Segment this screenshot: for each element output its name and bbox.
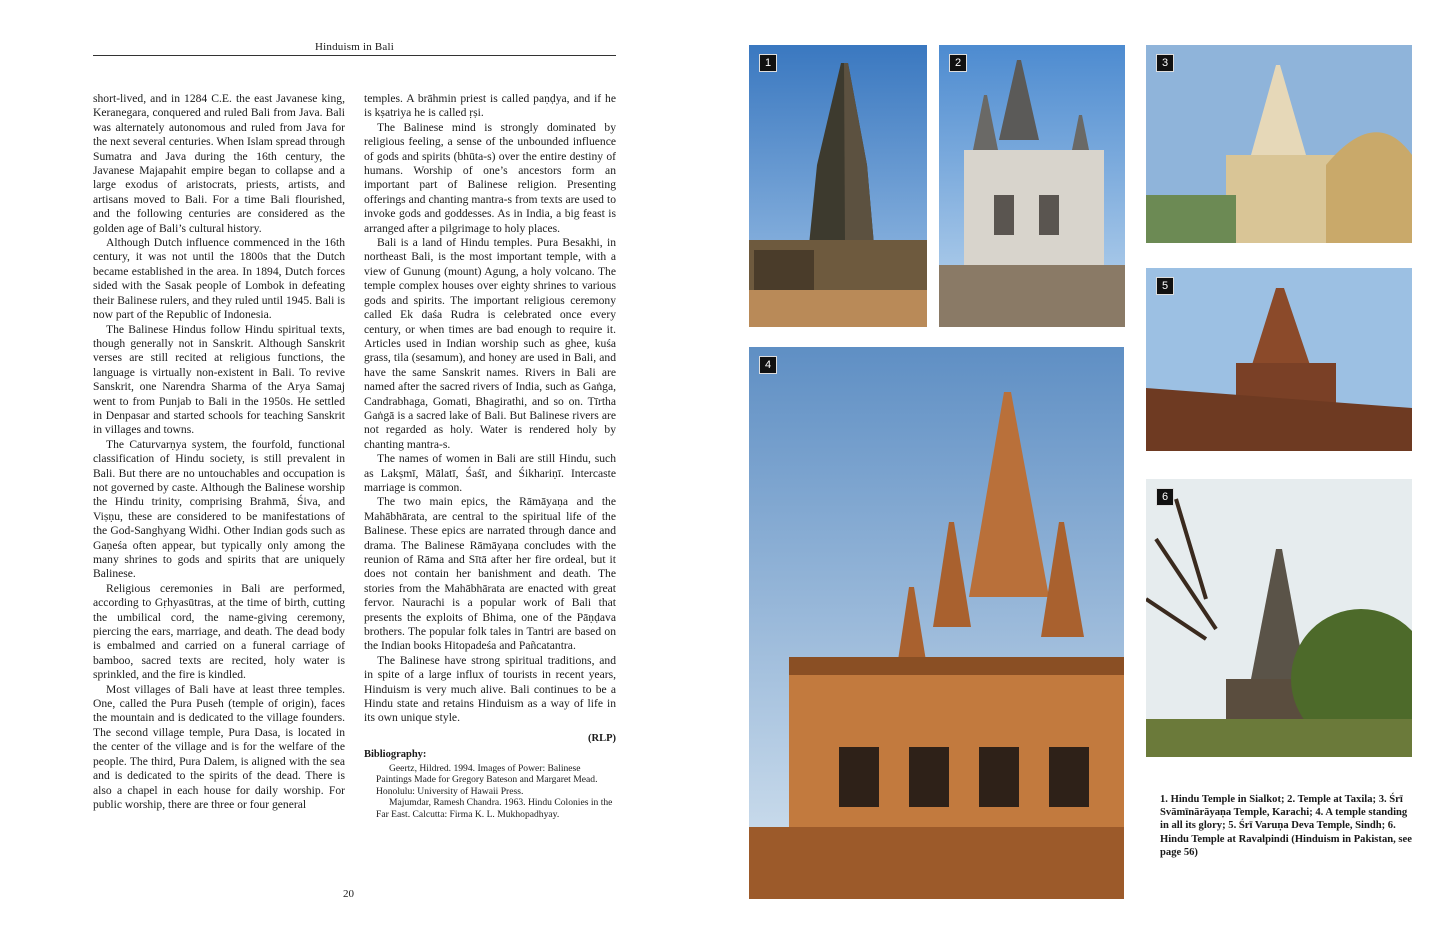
paragraph: The Caturvarṇya system, the fourfold, functional classification of Hindu society, is still prevalent in Bali. But there are no untouchables and occupation is not governed by caste. Although the Balinese worship the Hindu trinity, comprising Brahmā, Śiva, and Viṣṇu, these are considered to be manifestations of the God-Sanghyang Widhi. Other Indian gods such as Gaṇeśa often appear, but typically only among the many shrines to gods and spirits that are uniquely Balinese. xyxy=(93,437,345,581)
paragraph: The Balinese Hindus follow Hindu spiritual texts, though generally not in Sanskrit. Although Sanskrit verses are still recited at religious functions, the language is virtually non-existent in Bali. To revive Sanskrit, one Narendra Sharma of the Arya Samaj went to from Punjab to Bali in the 1950s. He settled in Denpasar and started schools for teaching Sanskrit in villages and towns. xyxy=(93,322,345,437)
paragraph: The Balinese have strong spiritual traditions, and in spite of a large influx of tourists in recent years, Hinduism is very much alive. Bali continues to be a Hindu state and retains Hinduism as a way of life in its own unique style. xyxy=(364,653,616,725)
photo-1-sialkot-temple xyxy=(749,45,927,327)
photo-2-taxila-temple xyxy=(939,45,1125,327)
paragraph: Most villages of Bali have at least three temples. One, called the Pura Puseh (temple of origin), faces the mountain and is dedicated to the village founders. The second village temple, Pura Dasa, is located in the center of the village and is for the welfare of the people. The third, Pura Dalem, is aligned with the sea and is dedicated to the spirits of the dead. There is also a chapel in each house for daily worship. For public worship, there are three or four general xyxy=(93,682,345,811)
photo-4-temple-in-glory xyxy=(749,347,1124,899)
photo-number-badge: 4 xyxy=(759,356,777,374)
text-column-left xyxy=(93,92,345,812)
paragraph: Bali is a land of Hindu temples. Pura Besakhi, in northeast Bali, is the most important temple, with a view of Gunung (mount) Agung, a holy volcano. The temple complex houses over eighty shrines to various gods and spirits. The important religious ceremony called Ek daśa Rudra is celebrated once every century, or when times are bad enough to require it. Articles used in Indian worship such as ghee, kuśa grass, tila (sesamum), and honey are used in Bali, and have the same Sanskrit names. Rivers in Bali are named after the sacred rivers of India, such as Gaṅga, Candrabhaga, Gomati, Bhagirathi, and so on. Tīrtha Gaṅgā is a sacred lake of Bali. But Balinese rivers are not regarded as holy. Water is rendered holy by chanting mantra-s. xyxy=(364,236,616,451)
author-signature: (RLP) xyxy=(588,732,616,744)
paragraph: The two main epics, the Rāmāyaṇa and the Mahābhārata, are central to the spiritual life of the Balinese. These epics are narrated through dance and drama. The Balinese Rāmāyaṇa concludes with the reunion of Rāma and Sītā after her fire ordeal, but it does not contain her banishment and death. The stories from the Mahābhārata are enacted with great fervor. Naurachi is a popular work of Bali that presents the exploits of Bhima, one of the Pāṇḍava brothers. The popular folk tales in Tantri are based on the Indian books Hitopadeśa and Pañcatantra. xyxy=(364,495,616,653)
header-rule xyxy=(93,55,616,56)
temple-illustration xyxy=(939,45,1125,327)
running-head: Hinduism in Bali xyxy=(315,41,394,53)
photo-number-badge: 1 xyxy=(759,54,777,72)
bibliography-entry: Majumdar, Ramesh Chandra. 1963. Hindu Colonies in the Far East. Calcutta: Firma K. L. Mukhopadhyay. xyxy=(376,797,613,821)
paragraph: Although Dutch influence commenced in the 16th century, it was not until the 1800s that the Dutch became established in the area. In 1894, Dutch forces sided with the Sasak people of Lombok in defeating their Balinese rulers, and they ruled until 1945. Bali is now part of the Republic of Indonesia. xyxy=(93,236,345,322)
page-number: 20 xyxy=(343,888,354,900)
paragraph: The names of women in Bali are still Hindu, such as Lakṣmī, Mālatī, Śaśī, and Śikhariṇī. Intercaste marriage is common. xyxy=(364,452,616,494)
bibliography-entry: Geertz, Hildred. 1994. Images of Power: Balinese Paintings Made for Gregory Bateson and Margaret Mead. Honolulu: University of Hawaii Press. xyxy=(376,762,598,797)
photo-3-karachi-temple xyxy=(1146,45,1412,243)
paragraph: short-lived, and in 1284 C.E. the east Javanese king, Keranegara, conquered and ruled Bali from Java. Bali was alternately autonomous and ruled from Java for the next several centuries. When Islam spread through Sumatra and Java during the 16th century, the Javanese Majapahit empire began to collapse and a large exodus of aristocrats, priests, artists, and artisans moved to Bali. For a time Bali flourished, and the following centuries are considered as the golden age of Bali’s cultural history. xyxy=(93,92,345,235)
photo-number-badge: 2 xyxy=(949,54,967,72)
temple-illustration xyxy=(749,347,1124,899)
temple-illustration xyxy=(1146,268,1412,451)
photo-number-badge: 5 xyxy=(1156,277,1174,295)
text-column-right xyxy=(364,92,616,821)
temple-illustration xyxy=(1146,45,1412,243)
photo-number-badge: 6 xyxy=(1156,488,1174,506)
paragraph: temples. A brāhmin priest is called paṇḍya, and if he is kṣatriya he is called ṛṣi. xyxy=(364,92,616,120)
paragraph: The Balinese mind is strongly dominated by religious feeling, a sense of the unbounded influence of gods and spirits (bhūta-s) over the entire destiny of humans. Worship of one’s ancestors form an important part of Balinese religion. Presenting offerings and chanting mantra-s from texts are used to invoke gods and goddesses. As in India, a big feast is arranged after a pilgrimage to holy places. xyxy=(364,120,616,235)
paragraph: Religious ceremonies in Bali are performed, according to Gṛhyasūtras, at the time of birth, cutting the umbilical cord, the name-giving ceremony, piercing the ears, marriage, and death. The dead body is embalmed and carried on a funeral carriage of bamboo, sacred texts are recited, holy water is sprinkled, and the fire is kindled. xyxy=(93,581,345,682)
temple-illustration xyxy=(1146,479,1412,757)
photo-caption: 1. Hindu Temple in Sialkot; 2. Temple at Taxila; 3. Śrī Svāmīnārāyaṇa Temple, Karachi; 4. A temple standing in all its glory; 5. Śrī Varuṇa Deva Temple, Sindh; 6. Hindu Temple at Ravalpindi (Hinduism in Pakistan, see page 56) xyxy=(1160,794,1412,858)
photo-6-ravalpindi-temple xyxy=(1146,479,1412,757)
bibliography-title: Bibliography: xyxy=(364,749,427,761)
photo-number-badge: 3 xyxy=(1156,54,1174,72)
photo-5-sindh-temple xyxy=(1146,268,1412,451)
temple-illustration xyxy=(749,45,927,327)
